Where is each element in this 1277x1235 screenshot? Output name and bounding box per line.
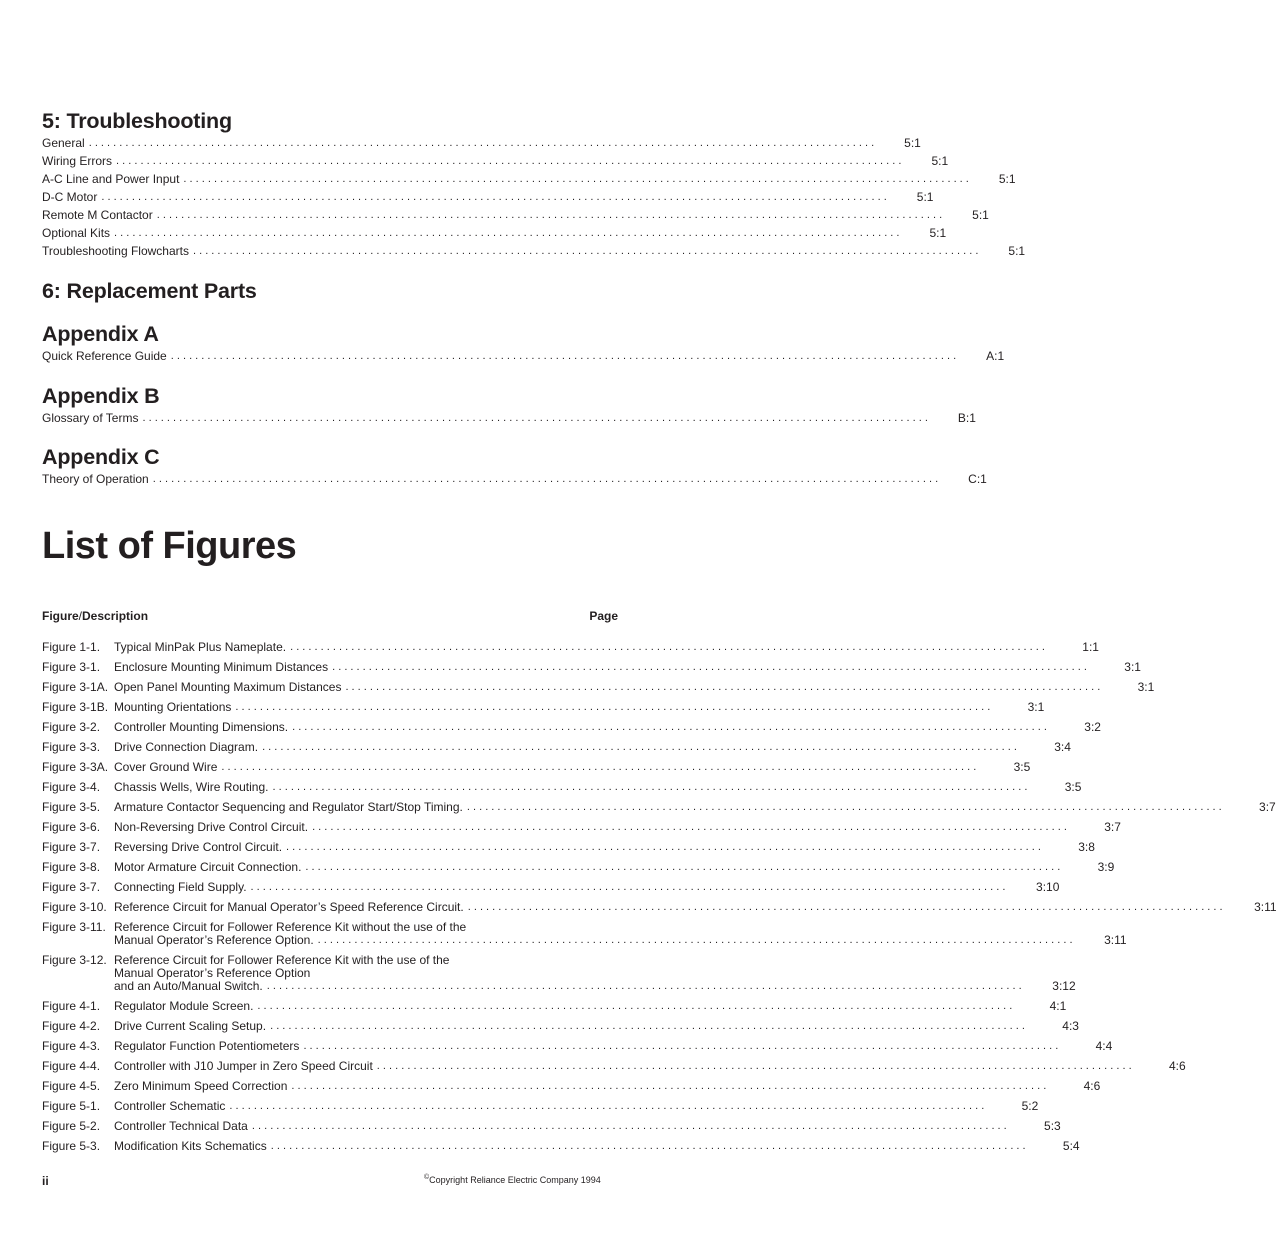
- figure-description-last-line: [114, 801, 1276, 814]
- toc-entry-label: Wiring Errors: [42, 152, 116, 170]
- figure-description: [114, 1058, 1186, 1073]
- figure-number: Figure 4-5.: [42, 1079, 101, 1093]
- figure-number: Figure 3-1B.: [42, 700, 109, 714]
- section-title: 6: Replacement Parts: [42, 279, 257, 303]
- figure-description-line: Modification Kits Schematics: [114, 1139, 267, 1153]
- dot-leader: [303, 1040, 1058, 1053]
- copyright-text: Copyright Reliance Electric Company 1994: [429, 1175, 601, 1185]
- figure-description: [114, 699, 1044, 714]
- figure-description-last-line: [114, 861, 1114, 874]
- figure-number: Figure 4-1.: [42, 999, 101, 1013]
- figure-description-last-line: [114, 681, 1154, 694]
- dot-leader: [292, 721, 1047, 734]
- toc-entry-page: A:1: [986, 349, 1005, 363]
- figure-number: Figure 3-1A.: [42, 680, 109, 694]
- dot-leader: [271, 1140, 1026, 1153]
- figure-description-line: Drive Current Scaling Setup.: [114, 1019, 267, 1033]
- toc-entry-page: 5:1: [1008, 244, 1026, 258]
- figure-description: [114, 719, 1101, 734]
- dot-leader: [251, 881, 1006, 894]
- figure-entry[interactable]: [42, 859, 1115, 874]
- dot-leader: [467, 801, 1222, 814]
- figure-page: 1:1: [1082, 640, 1099, 654]
- section-title: Appendix B: [42, 384, 160, 408]
- toc-section-appendix-a: [42, 321, 1005, 365]
- figure-number: Figure 3-8.: [42, 860, 101, 874]
- figure-entry[interactable]: [42, 799, 1276, 814]
- figure-description-line: Controller Mounting Dimensions.: [114, 720, 289, 734]
- dot-leader: [252, 1120, 1007, 1133]
- figure-description-line: Typical MinPak Plus Nameplate.: [114, 640, 287, 654]
- dot-leader: [262, 741, 1017, 754]
- dot-leader: [153, 470, 938, 488]
- figure-entry[interactable]: [42, 639, 1099, 654]
- toc-entry-page: 5:1: [931, 154, 949, 168]
- toc-entry[interactable]: [42, 152, 949, 170]
- figure-description-last-line: [114, 721, 1101, 734]
- figure-page: 4:4: [1095, 1039, 1113, 1053]
- figure-description-last-line: [114, 841, 1095, 854]
- dot-leader: [468, 901, 1223, 914]
- figures-column-header: [42, 607, 618, 625]
- toc-entry[interactable]: [42, 188, 934, 206]
- figure-entry[interactable]: [42, 879, 1060, 894]
- figure-description: [114, 1038, 1112, 1053]
- dot-leader: [291, 1080, 1046, 1093]
- figure-description-line: Manual Operator’s Reference Option.: [114, 933, 314, 947]
- figure-description-line: Enclosure Mounting Minimum Distances: [114, 660, 329, 674]
- toc-entry[interactable]: [42, 242, 1026, 260]
- toc-entry[interactable]: [42, 170, 1016, 188]
- figure-page: 5:4: [1062, 1139, 1080, 1153]
- copyright-symbol: ©: [424, 1174, 430, 1181]
- figure-description: [114, 1138, 1080, 1153]
- figure-description-last-line: [114, 1060, 1186, 1073]
- figure-page: 3:7: [1104, 820, 1121, 834]
- dot-leader: [332, 661, 1087, 674]
- figure-description-last-line: [114, 1140, 1080, 1153]
- figure-entry[interactable]: [42, 819, 1121, 834]
- figure-page: 5:2: [1021, 1099, 1039, 1113]
- figure-number: Figure 4-4.: [42, 1059, 101, 1073]
- copyright-notice: [424, 1174, 601, 1185]
- figure-description-last-line: [114, 821, 1121, 834]
- figure-entry[interactable]: [42, 699, 1045, 714]
- list-of-figures-title: List of Figures: [42, 525, 297, 567]
- toc-entry-label: D-C Motor: [42, 188, 101, 206]
- toc-entry-page: 5:1: [916, 190, 934, 204]
- figure-entry[interactable]: [42, 899, 1277, 914]
- figure-description-line: Open Panel Mounting Maximum Distances: [114, 680, 342, 694]
- figure-description-line: Non-Reversing Drive Control Circuit.: [114, 820, 309, 834]
- toc-entries: [42, 134, 1026, 260]
- figure-description-last-line: [114, 641, 1099, 654]
- figures-list: [42, 639, 1277, 1158]
- figure-page: 3:1: [1124, 660, 1141, 674]
- figure-number: Figure 5-3.: [42, 1139, 101, 1153]
- figure-page: 3:5: [1064, 780, 1082, 794]
- figure-entry[interactable]: [42, 1098, 1039, 1113]
- figure-description: [114, 819, 1121, 834]
- figure-description-last-line: [114, 1020, 1079, 1033]
- toc-entry-page: 5:1: [904, 136, 921, 150]
- figure-entry[interactable]: [42, 739, 1071, 754]
- dot-leader: [157, 206, 942, 224]
- figure-description-line: Controller Schematic: [114, 1099, 226, 1113]
- header-page-label: Page: [589, 609, 618, 623]
- figure-description-line: Reference Circuit for Follower Reference Kit without the use of the: [114, 920, 467, 934]
- figure-description: [114, 839, 1095, 854]
- figure-description: [114, 1078, 1100, 1093]
- figure-entry[interactable]: [42, 1038, 1113, 1053]
- figure-description-last-line: [114, 1000, 1066, 1013]
- figure-number: Figure 5-1.: [42, 1099, 101, 1113]
- figure-page: 4:3: [1062, 1019, 1079, 1033]
- figure-description: [114, 998, 1066, 1013]
- section-title: 5: Troubleshooting: [42, 109, 232, 133]
- figure-number: Figure 5-2.: [42, 1119, 101, 1133]
- figure-description-last-line: [114, 661, 1141, 674]
- dot-leader: [270, 1020, 1025, 1033]
- toc-section-replacement-parts: [42, 278, 618, 304]
- toc-section-troubleshooting: [42, 108, 1026, 260]
- figure-page: 4:6: [1168, 1059, 1186, 1073]
- figure-description-last-line: [114, 1080, 1100, 1093]
- figure-description-last-line: [114, 781, 1081, 794]
- dot-leader: [257, 1000, 1012, 1013]
- figure-description-line: Reference Circuit for Follower Reference Kit with the use of the: [114, 953, 450, 967]
- figure-description-line: Drive Connection Diagram.: [114, 740, 259, 754]
- figure-entry[interactable]: [42, 679, 1155, 694]
- toc-entry-page: 5:1: [972, 208, 989, 222]
- figure-page: 3:1: [1137, 680, 1155, 694]
- figure-description-last-line: [114, 741, 1071, 754]
- figure-number: Figure 3-7.: [42, 840, 101, 854]
- figure-entry[interactable]: [42, 659, 1141, 674]
- dot-leader: [345, 681, 1100, 694]
- figure-page: 3:11: [1104, 933, 1127, 947]
- dot-leader: [101, 188, 886, 206]
- figure-number: Figure 3-3A.: [42, 760, 109, 774]
- dot-leader: [142, 409, 927, 427]
- dot-leader: [183, 170, 968, 188]
- figure-page: 3:2: [1084, 720, 1101, 734]
- toc-entry-label: Remote M Contactor: [42, 206, 157, 224]
- figure-entry[interactable]: [42, 1118, 1061, 1133]
- figure-number: Figure 3-12.: [42, 953, 107, 967]
- toc-entry[interactable]: [42, 470, 987, 488]
- page-number: ii: [42, 1174, 49, 1188]
- figure-number: Figure 3-4.: [42, 780, 101, 794]
- figure-page: 4:1: [1049, 999, 1067, 1013]
- figure-page: 3:9: [1097, 860, 1115, 874]
- dot-leader: [273, 781, 1028, 794]
- figure-description: [114, 739, 1071, 754]
- figure-number: Figure 4-3.: [42, 1039, 101, 1053]
- toc-entry-label: Glossary of Terms: [42, 409, 142, 427]
- section-title: Appendix A: [42, 322, 159, 346]
- figure-description: [114, 799, 1276, 814]
- toc-entry-page: C:1: [968, 472, 987, 486]
- figure-entry[interactable]: [42, 952, 1076, 993]
- figure-description-last-line: [114, 1100, 1038, 1113]
- toc-entry-label: General: [42, 134, 89, 152]
- figure-description-line: Armature Contactor Sequencing and Regulator Start/Stop Timing.: [114, 800, 463, 814]
- figure-description-last-line: [114, 1120, 1061, 1133]
- header-description-label: Description: [82, 609, 149, 623]
- figure-description: [114, 919, 1127, 947]
- figure-page: 5:3: [1044, 1119, 1061, 1133]
- figure-number: Figure 1-1.: [42, 640, 101, 654]
- figure-description: [114, 1098, 1038, 1113]
- toc-entry[interactable]: [42, 206, 989, 224]
- figure-page: 3:5: [1013, 760, 1031, 774]
- figure-description: [114, 1018, 1079, 1033]
- figure-description-line: Regulator Module Screen.: [114, 999, 254, 1013]
- figure-description-line: Zero Minimum Speed Correction: [114, 1079, 288, 1093]
- dot-leader: [116, 152, 901, 170]
- figure-description-line: Reversing Drive Control Circuit.: [114, 840, 283, 854]
- dot-leader: [221, 761, 976, 774]
- toc-entry-page: 5:1: [998, 172, 1016, 186]
- figure-description: [114, 779, 1081, 794]
- toc-entry-label: Optional Kits: [42, 224, 114, 242]
- figure-description: [114, 759, 1030, 774]
- figure-entry[interactable]: [42, 998, 1067, 1013]
- figure-description: [114, 859, 1114, 874]
- figure-page: 3:10: [1036, 880, 1060, 894]
- toc-section-appendix-b: [42, 383, 976, 427]
- figure-description-line: and an Auto/Manual Switch.: [114, 979, 263, 993]
- section-title: Appendix C: [42, 445, 160, 469]
- figure-description-line: Reference Circuit for Manual Operator’s Speed Reference Circuit.: [114, 900, 464, 914]
- figure-number: Figure 3-11.: [42, 920, 106, 934]
- figure-description-line: Controller Technical Data: [114, 1119, 248, 1133]
- toc-entry-label: Troubleshooting Flowcharts: [42, 242, 193, 260]
- figure-description-line: Cover Ground Wire: [114, 760, 218, 774]
- dot-leader: [193, 242, 978, 260]
- dot-leader: [318, 934, 1073, 947]
- dot-leader: [312, 821, 1067, 834]
- figure-number: Figure 3-2.: [42, 720, 101, 734]
- figure-description-last-line: [114, 881, 1059, 894]
- figure-entry[interactable]: [42, 719, 1101, 734]
- figure-description-line: Manual Operator’s Reference Option: [114, 966, 311, 980]
- figure-description: [114, 952, 1076, 993]
- figure-page: 3:8: [1078, 840, 1095, 854]
- figure-entry[interactable]: [42, 1058, 1186, 1073]
- toc-entry-page: B:1: [957, 411, 976, 425]
- figure-page: 3:7: [1259, 800, 1276, 814]
- toc-entry[interactable]: [42, 134, 921, 152]
- figure-entry[interactable]: [42, 1078, 1101, 1093]
- figure-entry[interactable]: [42, 1018, 1079, 1033]
- toc-entry[interactable]: [42, 347, 1005, 365]
- toc-entry-label: A-C Line and Power Input: [42, 170, 183, 188]
- figure-page: 3:1: [1027, 700, 1045, 714]
- figure-number: Figure 3-7.: [42, 880, 101, 894]
- header-separator: /: [78, 609, 83, 623]
- figure-description-last-line: [114, 980, 1076, 993]
- figure-number: Figure 3-5.: [42, 800, 101, 814]
- dot-leader: [305, 861, 1060, 874]
- dot-leader: [267, 980, 1022, 993]
- figure-description: [114, 879, 1059, 894]
- figure-entry[interactable]: [42, 919, 1127, 947]
- figure-description-line: Controller with J10 Jumper in Zero Speed Circuit: [114, 1059, 373, 1073]
- dot-leader: [286, 841, 1041, 854]
- figure-number: Figure 3-1.: [42, 660, 101, 674]
- figure-description-last-line: [114, 901, 1277, 914]
- figure-entry[interactable]: [42, 779, 1082, 794]
- figure-description-line: Motor Armature Circuit Connection.: [114, 860, 302, 874]
- figure-number: Figure 3-3.: [42, 740, 101, 754]
- figure-number: Figure 4-2.: [42, 1019, 101, 1033]
- figure-page: 3:4: [1054, 740, 1071, 754]
- figure-description-line: Connecting Field Supply.: [114, 880, 247, 894]
- figure-description-last-line: [114, 934, 1127, 947]
- header-figure-label: Figure: [42, 609, 79, 623]
- dot-leader: [290, 641, 1045, 654]
- toc-entry-label: Theory of Operation: [42, 470, 153, 488]
- figure-entry[interactable]: [42, 839, 1095, 854]
- figure-description-last-line: [114, 701, 1044, 714]
- figure-page: 4:6: [1083, 1079, 1101, 1093]
- figure-description: [114, 639, 1099, 654]
- figure-entry[interactable]: [42, 759, 1031, 774]
- figure-description: [114, 659, 1141, 674]
- toc-entry-label: Quick Reference Guide: [42, 347, 171, 365]
- figure-description-line: Regulator Function Potentiometers: [114, 1039, 300, 1053]
- figure-number: Figure 3-6.: [42, 820, 101, 834]
- figure-number: Figure 3-10.: [42, 900, 107, 914]
- toc-entry[interactable]: [42, 224, 947, 242]
- figure-description-last-line: [114, 1040, 1112, 1053]
- figure-description: [114, 899, 1277, 914]
- figure-page: 3:11: [1254, 900, 1277, 914]
- dot-leader: [171, 347, 956, 365]
- dot-leader: [377, 1060, 1132, 1073]
- figure-page: 3:12: [1052, 979, 1076, 993]
- figure-description: [114, 679, 1154, 694]
- dot-leader: [114, 224, 899, 242]
- figure-description-line: Mounting Orientations: [114, 700, 232, 714]
- dot-leader: [89, 134, 874, 152]
- toc-section-appendix-c: [42, 444, 987, 488]
- figure-entry[interactable]: [42, 1138, 1080, 1153]
- toc-entry-page: 5:1: [929, 226, 947, 240]
- figure-description-last-line: [114, 761, 1030, 774]
- figure-description-line: Chassis Wells, Wire Routing.: [114, 780, 269, 794]
- toc-entry[interactable]: [42, 409, 976, 427]
- dot-leader: [229, 1100, 984, 1113]
- dot-leader: [235, 701, 990, 714]
- figure-description: [114, 1118, 1061, 1133]
